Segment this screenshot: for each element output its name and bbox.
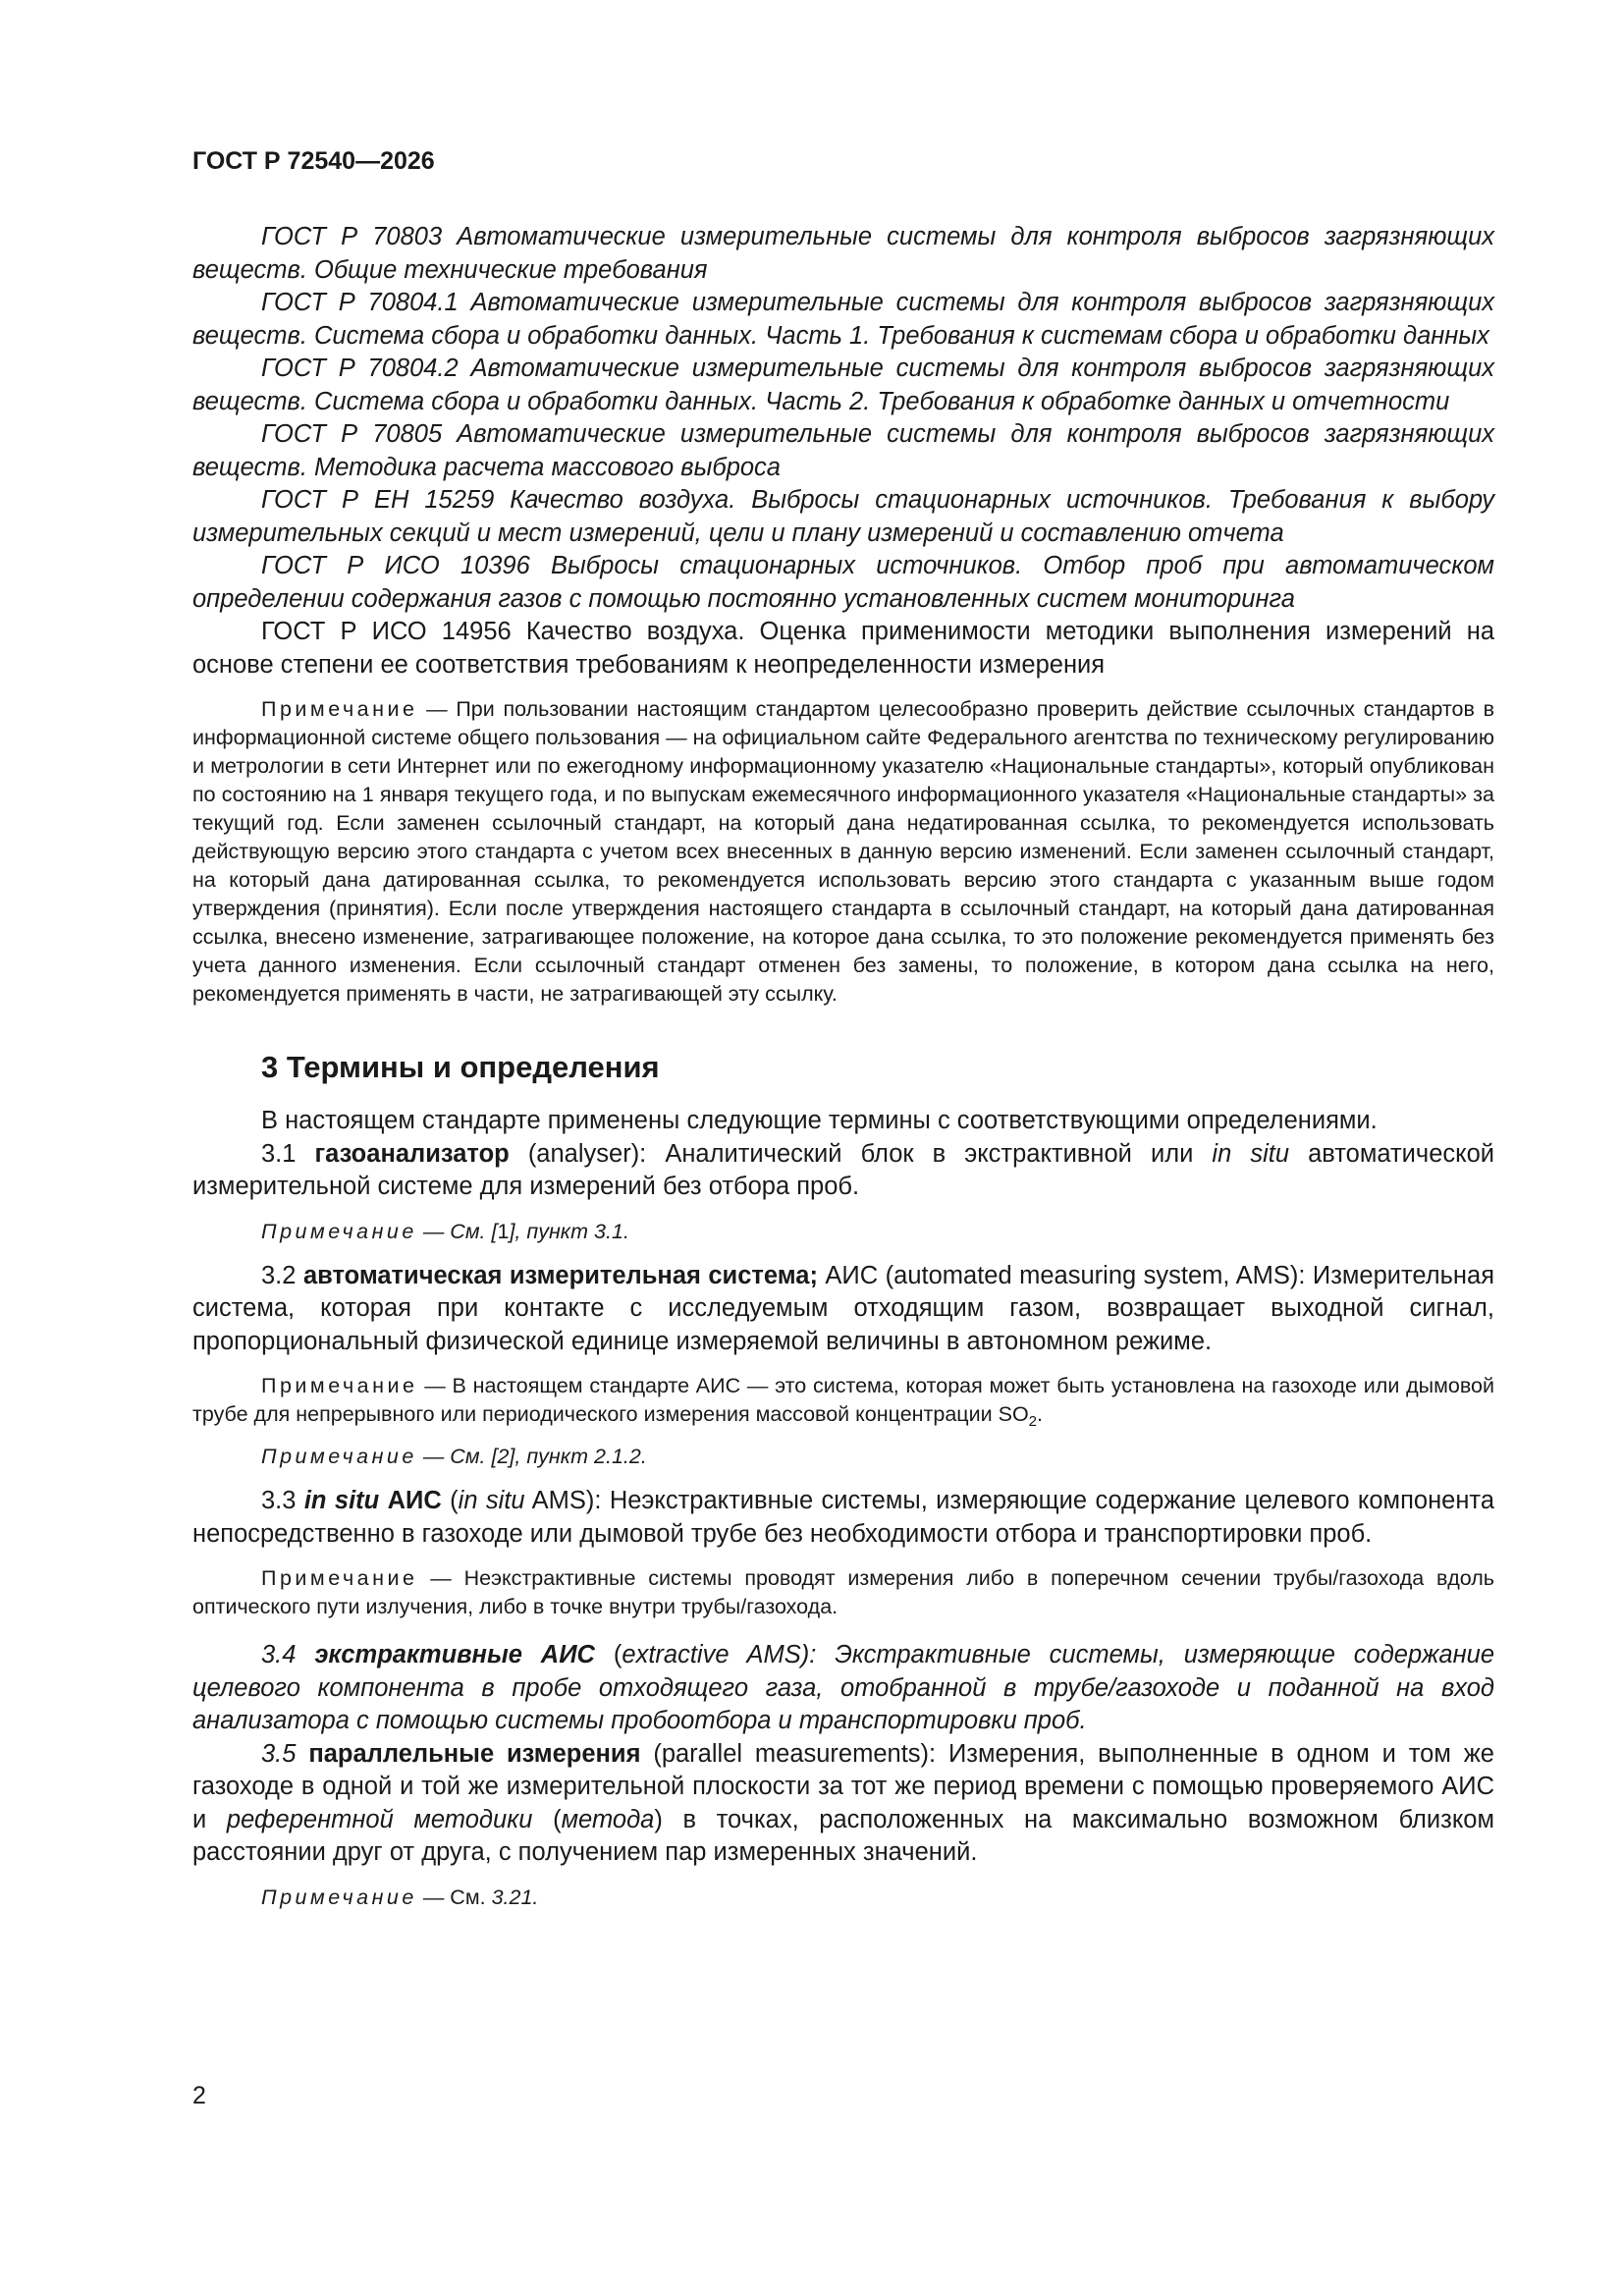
term-3-5: 3.5 параллельные измерения (parallel measurements): Измерения, выполненные в одном и том же газоходе в одной и той же измерительной плоскости за тот же период времени с помощью проверяемого АИС и референтной методики (метода) в точках, расположенных на максимально возможном близком расстоянии друг от друга, с получением пар измеренных значений. [192,1739,1495,1866]
term-3-3: 3.3 in situ АИС (in situ AMS): Неэкстрактивные системы, измеряющие содержание целевого компонента непосредственно в газоходе или дымовой трубе без необходимости отбора и транспортировки проб. [192,1487,1495,1548]
page-number: 2 [192,2082,206,2109]
references-note: Примечание — При пользовании настоящим стандартом целесообразно проверить действие ссылочных стандартов в информационной системе общего пользования — на официальном сайте Федерального агентства по техническому регулированию и метрологии в сети Интернет или по ежегодному информационному указателю «Национальные стандарты», который опубликован по состоянию на 1 января текущего года, и по выпускам ежемесячного информационного указателя «Национальные стандарты» за текущий год. Если заменен ссылочный стандарт, на который дана недатированная ссылка, то рекомендуется использовать действующую версию этого стандарта с учетом всех внесенных в данную версию изменений. Если заменен ссылочный стандарт, на который дана датированная ссылка, то рекомендуется использовать версию этого стандарта с указанным выше годом утверждения (принятия). Если после утверждения настоящего стандарта в ссылочный стандарт, на который дана датированная ссылка, внесено изменение, затрагивающее положение, на которое дана ссылка, то это положение рекомендуется применять без учета данного изменения. Если ссылочный стандарт отменен без замены, то положение, в котором дана ссылка на него, рекомендуется применять в части, не затрагивающей эту ссылку. [192,697,1494,1006]
term-3-2: 3.2 автоматическая измерительная система; АИС (automated measuring system, AMS): Измерительная система, которая при контакте с исследуемым отходящим газом, возвращает выходной сигнал, пропорциональный физической единице измеряемой величины в автономном режиме. [192,1261,1494,1355]
note-3-2-a: Примечание — В настоящем стандарте АИС — это система, которая может быть установлена на газоходе или дымовой трубе для непрерывного или периодического измерения массовой концентрации $SO_2$. [192,1374,1494,1430]
reference-item: ГОСТ Р ЕН 15259 Качество воздуха. Выбросы стационарных источников. Требования к выбору измерительных секций и мест измерений, цели и плану измерений и составлению отчета [192,486,1494,547]
reference-item: ГОСТ Р 70804.2 Автоматические измерительные системы для контроля выбросов загрязняющих веществ. Система сбора и обработки данных. Часть 2. Требования к обработке данных и отчетности [192,355,1494,415]
reference-item: ГОСТ Р ИСО 10396 Выбросы стационарных источников. Отбор проб при автоматическом определении содержания газов с помощью постоянно установленных систем мониторинга [192,552,1494,613]
reference-item: ГОСТ Р ИСО 14956 Качество воздуха. Оценка применимости методики выполнения измерений на основе степени ее соответствия требованиям к неопределенности измерения [192,618,1495,679]
reference-item: ГОСТ Р 70804.1 Автоматические измерительные системы для контроля выбросов загрязняющих веществ. Система сбора и обработки данных. Часть 1. Требования к системам сбора и обработки данных [192,289,1494,350]
note-3-1: Примечание — См. [1], пункт 3.1. [261,1219,629,1243]
term-3-4: 3.4 экстрактивные АИС (extractive AMS): Экстрактивные системы, измеряющие содержание целевого компонента в пробе отходящего газа, отобранной в трубе/газоходе и поданной на вход анализатора с помощью системы пробоотбора и транспортировки проб. [192,1641,1494,1734]
reference-item: ГОСТ Р 70805 Автоматические измерительные системы для контроля выбросов загрязняющих веществ. Методика расчета массового выброса [192,420,1495,481]
section-heading: 3 Термины и определения [261,1050,660,1084]
note-3-2-b: Примечание — См. [2], пункт 2.1.2. [261,1445,647,1468]
term-3-1: 3.1 газоанализатор (analyser): Аналитический блок в экстрактивной или in situ автоматической измерительной системе для измерений без отбора проб. [192,1139,1495,1200]
document-code-header: ГОСТ Р 72540—2026 [192,147,435,175]
reference-item: ГОСТ Р 70803 Автоматические измерительные системы для контроля выбросов загрязняющих веществ. Общие технические требования [192,223,1495,284]
references-list [192,221,1494,682]
section-intro: В настоящем стандарте применены следующие термины с соответствующими определениями. [261,1107,1378,1134]
note-3-5: Примечание — См. 3.21. [261,1885,539,1909]
note-3-3: Примечание — Неэкстрактивные системы проводят измерения либо в поперечном сечении трубы/газохода вдоль оптического пути излучения, либо в точке внутри трубы/газохода. [192,1566,1494,1618]
page-content [192,221,1494,1912]
